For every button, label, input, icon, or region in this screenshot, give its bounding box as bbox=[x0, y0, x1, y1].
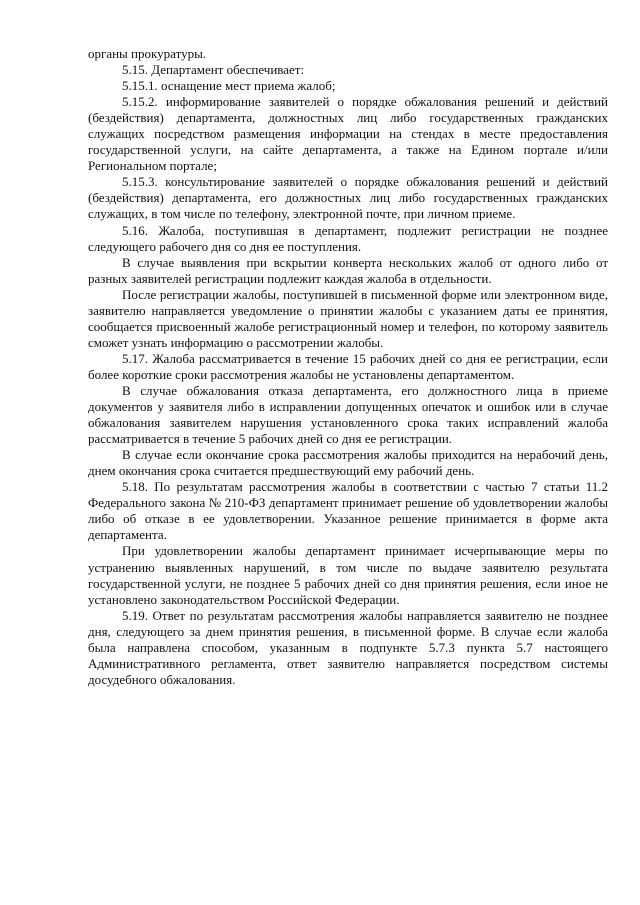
document-body bbox=[88, 46, 608, 688]
paragraph-5-15-2: 5.15.2. информирование заявителей о порядке обжалования решений и действий (бездействия) департамента, должностных лиц либо государственных гражданских служащих посредством размещения информации на стендах в месте предоставления государственной услуги, на сайте департамента, а также на Едином портале и/или Региональном портале; bbox=[88, 94, 608, 174]
paragraph-5-15-1: 5.15.1. оснащение мест приема жалоб; bbox=[122, 78, 336, 94]
paragraph-5-15-3: 5.15.3. консультирование заявителей о порядке обжалования решений и действий (бездействия) департамента, его должностных лиц либо государственных гражданских служащих, в том числе по телефону, электронной почте, при личном приеме. bbox=[88, 174, 608, 222]
paragraph-5-17-non-working-day: В случае если окончание срока рассмотрения жалобы приходится на нерабочий день, днем окончания срока считается предшествующий ему рабочий день. bbox=[88, 447, 608, 479]
paragraph-5-18: 5.18. По результатам рассмотрения жалобы в соответствии с частью 7 статьи 11.2 Федерального закона № 210-ФЗ департамент принимает решение об удовлетворении жалобы либо об отказе в ее удовлетворении. Указанное решение принимается в форме акта департамента. bbox=[88, 479, 608, 543]
paragraph-prosecution-continued: органы прокуратуры. bbox=[88, 46, 207, 61]
paragraph-5-16-multiple-complaints: В случае выявления при вскрытии конверта нескольких жалоб от одного либо от разных заявителей регистрации подлежит каждая жалоба в отдельности. bbox=[88, 254, 608, 286]
paragraph-5-15: 5.15. Департамент обеспечивает: bbox=[122, 62, 305, 78]
paragraph-5-17-refusal: В случае обжалования отказа департамента, его должностного лица в приеме документов у заявителя либо в исправлении допущенных опечаток и ошибок или в случае обжалования заявителем нарушения установленного срока таких исправлений жалоба рассматривается в течение 5 рабочих дней со дня ее регистрации. bbox=[88, 382, 608, 447]
paragraph-5-16: 5.16. Жалоба, поступившая в департамент, подлежит регистрации не позднее следующего рабочего дня со дня ее поступления. bbox=[88, 222, 608, 254]
paragraph-5-19: 5.19. Ответ по результатам рассмотрения жалобы направляется заявителю не позднее дня, следующего за днем принятия решения, в письменной форме. В случае если жалоба была направлена способом, указанным в подпункте 5.7.3 пункта 5.7 настоящего Административного регламента, ответ заявителю направляется посредством системы досудебного обжалования. bbox=[88, 607, 608, 687]
paragraph-5-17: 5.17. Жалоба рассматривается в течение 15 рабочих дней со дня ее регистрации, если более короткие сроки рассмотрения жалобы не установлены департаментом. bbox=[88, 350, 608, 382]
paragraph-5-18-satisfaction: При удовлетворении жалобы департамент принимает исчерпывающие меры по устранению выявленных нарушений, в том числе по выдаче заявителю результата государственной услуги, не позднее 5 рабочих дней со дня принятия решения, если иное не установлено законодательством Российской Федерации. bbox=[88, 543, 608, 607]
paragraph-5-16-notification: После регистрации жалобы, поступившей в письменной форме или электронном виде, заявителю направляется уведомление о принятии жалобы с указанием даты ее принятия, сообщается присвоенный жалобе регистрационный номер и телефон, по которому заявитель сможет узнать информацию о рассмотрении жалобы. bbox=[88, 286, 608, 350]
